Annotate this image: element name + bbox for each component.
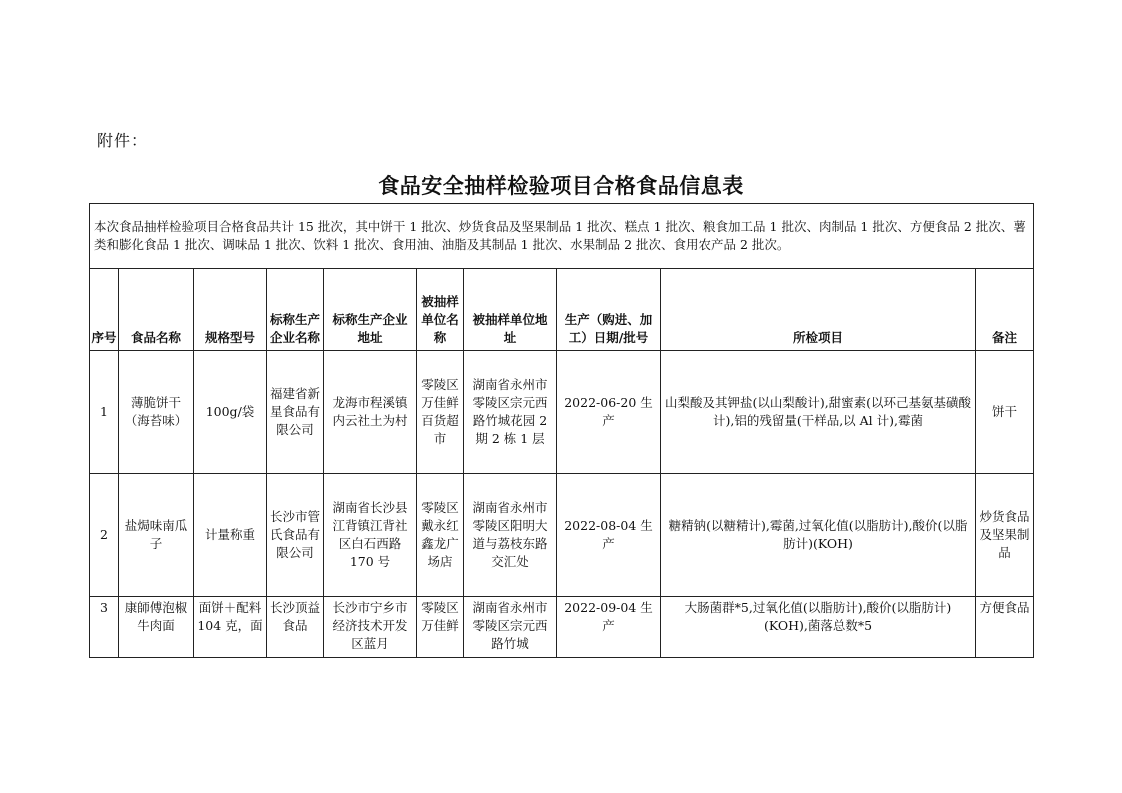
cell-manufacturer: 长沙市管氏食品有限公司 [267,474,324,597]
table-row [90,597,1034,658]
table-row [90,351,1034,474]
summary-text: 本次食品抽样检验项目合格食品共计 15 批次，其中饼干 1 批次、炒货食品及坚果制品 1 批次、糕点 1 批次、粮食加工品 1 批次、肉制品 1 批次、方便食品 2 批次、薯类和膨化食品 1 批次、调味品 1 批次、饮料 1 批次、食用油、油脂及其制品 1 批次、水果制品 2 批次、食用农产品 2 批次。 [90,204,1034,269]
header-remark: 备注 [976,269,1034,351]
cell-sampled-unit: 零陵区戴永红鑫龙广场店 [417,474,464,597]
cell-food-name: 康師傅泡椒牛肉面 [119,597,194,658]
header-sampled-unit: 被抽样单位名称 [417,269,464,351]
cell-items: 糖精钠(以糖精计),霉菌,过氧化值(以脂肪计),酸价(以脂肪计)(KOH) [661,474,976,597]
cell-spec: 100g/袋 [194,351,267,474]
cell-food-name: 盐焗味南瓜子 [119,474,194,597]
cell-seq: 2 [90,474,119,597]
cell-sampled-unit: 零陵区万佳鲜百货超市 [417,351,464,474]
cell-manufacturer-address: 长沙市宁乡市经济技术开发区蓝月 [324,597,417,658]
cell-remark: 方便食品 [976,597,1034,658]
cell-remark: 饼干 [976,351,1034,474]
cell-manufacturer-address: 龙海市程溪镇内云社土为村 [324,351,417,474]
cell-seq: 1 [90,351,119,474]
header-seq: 序号 [90,269,119,351]
cell-sampled-address: 湖南省永州市零陵区阳明大道与荔枝东路交汇处 [464,474,557,597]
attachment-label: 附件： [97,131,149,150]
header-spec: 规格型号 [194,269,267,351]
cell-spec: 计量称重 [194,474,267,597]
header-items: 所检项目 [661,269,976,351]
cell-food-name: 薄脆饼干（海苔味） [119,351,194,474]
table-header-row [90,269,1034,351]
cell-sampled-address: 湖南省永州市零陵区宗元西路竹城 [464,597,557,658]
table-row [90,474,1034,597]
food-info-table [89,203,1034,658]
cell-items: 大肠菌群*5,过氧化值(以脂肪计),酸价(以脂肪计)(KOH),菌落总数*5 [661,597,976,658]
document-title: 食品安全抽样检验项目合格食品信息表 [378,174,744,198]
header-manufacturer-address: 标称生产企业地址 [324,269,417,351]
header-sampled-address: 被抽样单位地址 [464,269,557,351]
cell-manufacturer: 长沙顶益食品 [267,597,324,658]
cell-sampled-unit: 零陵区万佳鲜 [417,597,464,658]
cell-manufacturer-address: 湖南省长沙县江背镇江背社区白石西路 170 号 [324,474,417,597]
cell-spec: 面饼＋配料 104 克，面 [194,597,267,658]
cell-manufacturer: 福建省新星食品有限公司 [267,351,324,474]
cell-date: 2022-08-04 生产 [557,474,661,597]
cell-date: 2022-06-20 生产 [557,351,661,474]
header-date: 生产（购进、加工）日期/批号 [557,269,661,351]
header-manufacturer: 标称生产企业名称 [267,269,324,351]
cell-items: 山梨酸及其钾盐(以山梨酸计),甜蜜素(以环己基氨基磺酸计),铝的残留量(干样品,以 Al 计),霉菌 [661,351,976,474]
cell-date: 2022-09-04 生产 [557,597,661,658]
cell-seq: 3 [90,597,119,658]
header-food-name: 食品名称 [119,269,194,351]
cell-sampled-address: 湖南省永州市零陵区宗元西路竹城花园 2 期 2 栋 1 层 [464,351,557,474]
cell-remark: 炒货食品及坚果制品 [976,474,1034,597]
